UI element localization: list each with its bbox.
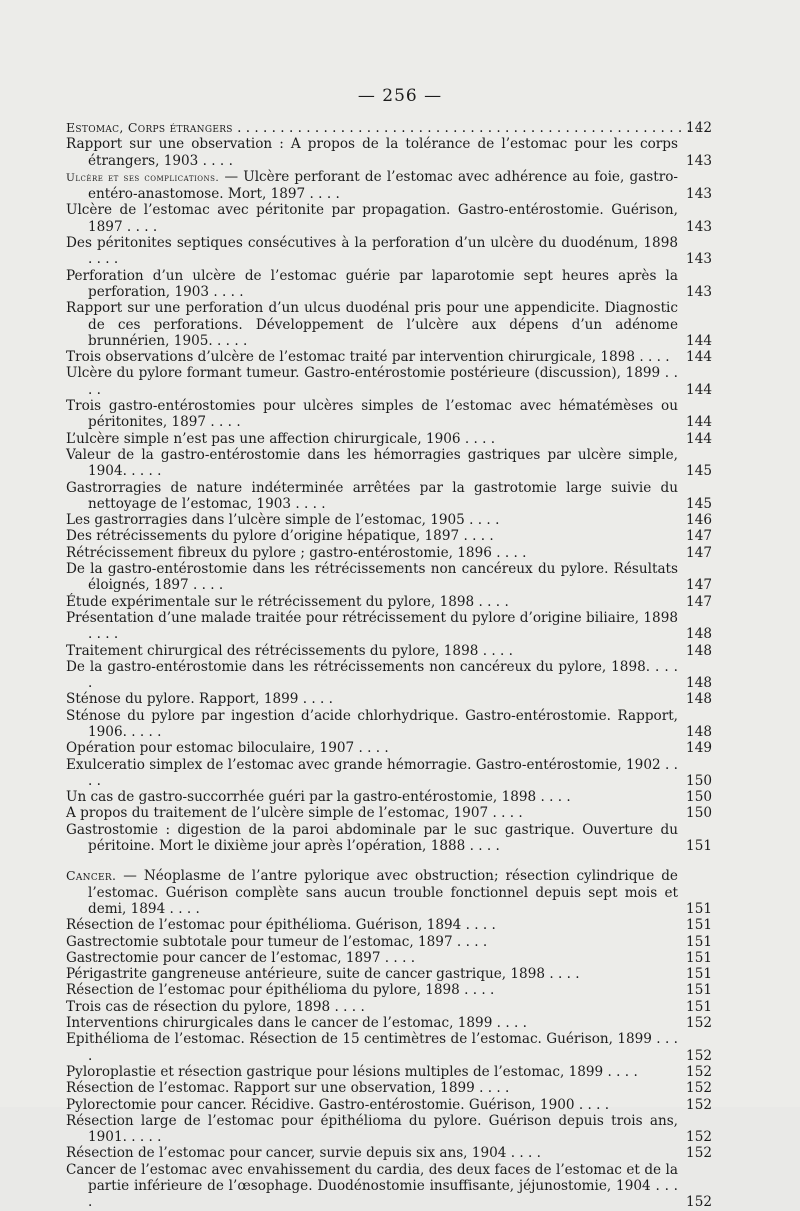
toc-entry-title: — Ulcère perforant de l’estomac avec adhérence au foie, gastro-entéro-anastomose. Mort, 1897: [88, 168, 678, 203]
toc-entry-title: Ulcère du pylore formant tumeur. Gastro-entérostomie postérieure (discussion), 1899: [66, 365, 661, 382]
dot-leader: . . . .: [464, 512, 500, 529]
dot-leader: . . . .: [488, 805, 523, 822]
toc-entry-text-wrap: [66, 1031, 678, 1063]
dot-leader: . . . .: [492, 1015, 527, 1032]
toc-entry: [66, 966, 712, 982]
toc-entry-page: 150: [686, 789, 712, 806]
dot-leader: . . . .: [88, 1031, 678, 1064]
toc-entry-page: 144: [686, 430, 712, 447]
toc-entry-title: De la gastro-entérostomie dans les rétrécissements non cancéreux du pylore. Résultats éloignés, 1897: [66, 561, 678, 594]
toc-entry: [66, 740, 712, 756]
toc-entry-title: A propos du traitement de l’ulcère simple de l’estomac, 1907: [66, 805, 489, 822]
toc-entry-page: 152: [686, 1063, 712, 1080]
toc-entry-page: 147: [686, 528, 712, 545]
toc-entry-text-wrap: [66, 447, 678, 479]
toc-entry: [66, 805, 712, 821]
toc-section: [66, 169, 712, 854]
toc-entry-text-wrap: [66, 528, 494, 544]
dot-leader: . . . .: [603, 1063, 638, 1080]
page-number: — 256 —: [357, 86, 443, 106]
toc-entry-title: Epithélioma de l’estomac. Résection de 15 centimètres de l’estomac. Guérison, 1899: [66, 1031, 652, 1048]
toc-entry-text-wrap: [66, 398, 678, 430]
toc-entry-page: 152: [686, 1145, 712, 1162]
dot-leader: . . . .: [188, 577, 224, 594]
toc-entry: [66, 691, 712, 707]
toc-entry: [66, 169, 712, 203]
section-heading: [66, 120, 712, 136]
toc-entry-page: 144: [686, 332, 712, 349]
toc-entry-title: Sténose du pylore. Rapport, 1899: [66, 691, 299, 708]
dot-leader: . . . .: [88, 251, 119, 268]
toc-entry-page: 146: [686, 512, 712, 529]
toc-entry-text-wrap: [66, 868, 678, 917]
toc-entry-title: Résection large de l’estomac pour épithélioma du pylore. Guérison depuis trois ans, 1901.: [66, 1112, 678, 1146]
dot-leader: . . . .: [460, 430, 496, 447]
toc-entry-page: 151: [686, 917, 712, 934]
toc-entry: [66, 202, 712, 235]
toc-entry: [66, 659, 712, 692]
toc-entry-title: Ulcère de l’estomac avec péritonite par propagation. Gastro-entérostomie. Guérison, 1897: [66, 202, 678, 235]
toc-entry: [66, 1080, 712, 1096]
dot-leader: . . . .: [545, 966, 580, 983]
toc-entry-title: — Néoplasme de l’antre pylorique avec obstruction; résection cylindrique de l’estomac. Guérison complète sans aucun trouble fonctionnel depuis sept mois et demi, 1894: [88, 868, 678, 917]
toc-entry-page: 144: [686, 414, 712, 431]
toc-entry-title: Les gastrorragies dans l’ulcère simple de l’estomac, 1905: [66, 512, 465, 529]
toc-entry-text-wrap: [66, 594, 509, 610]
toc-entry: [66, 1031, 712, 1064]
toc-entry: [66, 365, 712, 398]
dot-leader: . . . .: [330, 998, 365, 1015]
toc-entry-page: 150: [686, 772, 712, 789]
table-of-contents: [66, 120, 712, 1211]
dot-leader: . . . .: [305, 186, 340, 203]
dot-leader: . . . .: [298, 691, 333, 708]
toc-entry-title: Gastrorragies de nature indéterminée arrêtées par la gastrotomie large suivie du nettoyage de l’estomac, 1903: [66, 479, 678, 512]
toc-entry-page: 147: [686, 544, 712, 561]
toc-entry-page: 147: [686, 577, 712, 594]
toc-entry-page: 152: [686, 1047, 712, 1064]
toc-entry-page: 148: [686, 642, 712, 659]
toc-entry: [66, 545, 712, 561]
toc-entry-text-wrap: [66, 235, 678, 267]
toc-entry-page: 148: [686, 723, 712, 740]
toc-entry-text-wrap: [66, 300, 678, 349]
toc-entry-title: Résection de l’estomac pour épithélioma du pylore, 1898: [66, 982, 460, 999]
section-heading-text: Cancer.: [66, 868, 117, 884]
toc-entry-text-wrap: [66, 169, 678, 202]
toc-entry-page: 151: [686, 982, 712, 999]
dot-leader: . . . .: [459, 982, 495, 999]
dot-leader: . . . .: [88, 1178, 678, 1211]
toc-entry-text-wrap: [66, 268, 678, 300]
toc-entry-text-wrap: [66, 1145, 541, 1161]
toc-entry-text-wrap: [66, 934, 487, 950]
toc-entry-text-wrap: [66, 805, 523, 821]
toc-entry-title: Rétrécissement fibreux du pylore ; gastro-entérostomie, 1896: [66, 544, 492, 561]
toc-entry-title: Interventions chirurgicales dans le cancer de l’estomac, 1899: [66, 1015, 493, 1032]
dot-leader: . . . .: [452, 933, 488, 950]
dot-leader: . . . .: [88, 626, 119, 643]
toc-entry-text-wrap: [66, 1064, 638, 1080]
toc-entry-page: 151: [686, 900, 712, 917]
toc-entry: [66, 512, 712, 528]
dot-leader: . . . .: [380, 949, 416, 966]
section-heading-text: Ulcère et ses complications.: [66, 171, 220, 184]
toc-entry-text-wrap: [66, 917, 496, 933]
toc-entry: [66, 610, 712, 643]
toc-entry-title: Des péritonites septiques consécutives à la perforation d’un ulcère du duodénum, 1898: [66, 235, 678, 252]
toc-entry: [66, 528, 712, 544]
dot-leader: [233, 120, 712, 136]
toc-entry: [66, 822, 712, 855]
toc-entry-text-wrap: [66, 1162, 678, 1211]
toc-entry-page: 145: [686, 495, 712, 512]
toc-entry-text-wrap: [66, 561, 678, 593]
toc-entry-page: 145: [686, 463, 712, 480]
toc-entry-page: 151: [686, 949, 712, 966]
dot-leader: . . . .: [126, 463, 162, 480]
toc-entry-title: Périgastrite gangreneuse antérieure, suite de cancer gastrique, 1898: [66, 966, 546, 983]
toc-entry-page: 151: [686, 966, 712, 983]
dot-leader: . . . .: [354, 740, 389, 757]
toc-entry-title: Étude expérimentale sur le rétrécissement du pylore, 1898: [66, 593, 475, 610]
toc-entry-page: 150: [686, 805, 712, 822]
toc-entry: [66, 136, 712, 169]
toc-entry-title: Trois observations d’ulcère de l’estomac traité par intervention chirurgicale, 1898: [66, 349, 635, 366]
toc-entry-title: Résection de l’estomac pour cancer, survie depuis six ans, 1904: [66, 1145, 507, 1162]
toc-entry-text-wrap: [66, 1080, 509, 1096]
toc-entry-text-wrap: [66, 643, 513, 659]
toc-entry: [66, 480, 712, 513]
toc-entry-text-wrap: [66, 691, 333, 707]
dot-leader: . . . .: [126, 1129, 162, 1146]
toc-entry-title: Présentation d’une malade traitée pour rétrécissement du pylore d’origine biliaire, 1898: [66, 609, 678, 626]
toc-entry-title: Rapport sur une observation : A propos de la tolérance de l’estomac pour les corps étrangers, 1903: [66, 136, 678, 169]
toc-entry: [66, 1097, 712, 1113]
toc-entry-text-wrap: [66, 136, 678, 168]
toc-entry-text-wrap: [66, 999, 365, 1015]
toc-entry: [66, 868, 712, 917]
toc-entry-title: Traitement chirurgical des rétrécissements du pylore, 1898: [66, 642, 479, 659]
toc-entry-text-wrap: [66, 610, 678, 642]
dot-leader: . . . .: [88, 365, 678, 398]
toc-entry: [66, 982, 712, 998]
toc-entry-title: Gastrostomie : digestion de la paroi abdominale par le suc gastrique. Ouverture du péritoine. Mort le dixième jour après l’opération, 1888: [66, 821, 678, 855]
dot-leader: . . . .: [198, 152, 233, 169]
toc-entry: [66, 349, 712, 365]
toc-entry: [66, 561, 712, 594]
toc-entry: [66, 934, 712, 950]
toc-entry: [66, 1064, 712, 1080]
toc-entry-page: 149: [686, 740, 712, 757]
toc-entry-text-wrap: [66, 202, 678, 234]
toc-entry-page: 148: [686, 675, 712, 692]
toc-entry-title: Rapport sur une perforation d’un ulcus duodénal pris pour une appendicite. Diagnostic de ces perforations. Développement de l’ulcère aux dépens d’un adénome brunnérien, 1905.: [66, 300, 678, 349]
toc-entry-page: 152: [686, 1080, 712, 1097]
dot-leader: . . . .: [206, 414, 241, 431]
toc-entry-title: Exulceratio simplex de l’estomac avec grande hémorragie. Gastro-entérostomie, 1902: [66, 756, 661, 773]
toc-entry-title: Résection de l’estomac pour épithélioma. Guérison, 1894: [66, 917, 462, 934]
toc-entry-text-wrap: [66, 659, 678, 691]
toc-entry-text-wrap: [66, 757, 678, 789]
toc-entry-text-wrap: [66, 822, 678, 854]
toc-entry-page: 143: [686, 218, 712, 235]
toc-entry: [66, 789, 712, 805]
toc-entry-page: 143: [686, 186, 712, 203]
toc-entry: [66, 999, 712, 1015]
toc-entry: [66, 1162, 712, 1211]
toc-entry-text-wrap: [66, 789, 571, 805]
dot-leader: . . . .: [465, 838, 500, 855]
toc-entry-page: 143: [686, 251, 712, 268]
toc-entry-text-wrap: [66, 431, 495, 447]
toc-entry-title: Pyloroplastie et résection gastrique pour lésions multiples de l’estomac, 1899: [66, 1063, 604, 1080]
toc-entry-page: 152: [686, 1194, 712, 1211]
dot-leader: . . . .: [474, 593, 509, 610]
dot-leader: . . . .: [574, 1096, 610, 1113]
toc-entry-title: Trois cas de résection du pylore, 1898: [66, 998, 331, 1015]
toc-entry-text-wrap: [66, 740, 389, 756]
dot-leader: . . . .: [88, 658, 678, 692]
toc-entry-title: Un cas de gastro-succorrhée guéri par la gastro-entérostomie, 1898: [66, 789, 537, 806]
toc-entry: [66, 235, 712, 268]
toc-entry: [66, 398, 712, 431]
dot-leader: . . . .: [536, 789, 571, 806]
dot-leader: . . . .: [459, 528, 494, 545]
toc-entry: [66, 431, 712, 447]
toc-entry-text-wrap: [66, 1113, 678, 1145]
toc-entry-title: Trois gastro-entérostomies pour ulcères simples de l’estomac avec hématémèses ou péritonites, 1897: [66, 398, 678, 431]
toc-entry-title: Perforation d’un ulcère de l’estomac guérie par laparotomie sept heures après la perforation, 1903: [66, 267, 678, 300]
toc-entry-page: 152: [686, 1129, 712, 1146]
dot-leader: . . . .: [291, 495, 326, 512]
toc-entry: [66, 708, 712, 741]
dot-leader: . . . .: [474, 1080, 510, 1097]
toc-entry-text-wrap: [66, 512, 499, 528]
section-heading-page: 142: [686, 120, 712, 136]
toc-entry-page: 148: [686, 691, 712, 708]
toc-entry-text-wrap: [66, 349, 670, 365]
dot-leader: . . . .: [126, 723, 162, 740]
toc-entry: [66, 268, 712, 301]
toc-entry-page: 151: [686, 838, 712, 855]
toc-entry-page: 152: [686, 1096, 712, 1113]
dot-leader: . . . .: [212, 332, 248, 349]
toc-entry: [66, 300, 712, 349]
dot-leader: . . . .: [88, 756, 678, 789]
toc-entry-page: 144: [686, 349, 712, 366]
toc-entry-title: Opération pour estomac biloculaire, 1907: [66, 740, 355, 757]
toc-entry-page: 144: [686, 381, 712, 398]
dot-leader: . . . .: [478, 642, 513, 659]
toc-entry-text-wrap: [66, 1097, 609, 1113]
dot-leader: . . . .: [165, 900, 200, 917]
dot-leader: . . . .: [209, 283, 244, 300]
toc-entry-text-wrap: [66, 950, 415, 966]
toc-entry-title: Gastrectomie pour cancer de l’estomac, 1897: [66, 949, 381, 966]
toc-entry-text-wrap: [66, 365, 678, 397]
toc-entry-text-wrap: [66, 708, 678, 740]
dot-leader: . . . .: [506, 1145, 541, 1162]
toc-entry-title: Sténose du pylore par ingestion d’acide chlorhydrique. Gastro-entérostomie. Rapport, 1906.: [66, 707, 678, 740]
toc-entry-title: De la gastro-entérostomie dans les rétrécissements non cancéreux du pylore, 1898.: [66, 658, 651, 675]
toc-entry-text-wrap: [66, 1015, 527, 1031]
toc-entry-title: Résection de l’estomac. Rapport sur une observation, 1899: [66, 1080, 475, 1097]
toc-entry-title: Des rétrécissements du pylore d’origine hépatique, 1897: [66, 528, 460, 545]
toc-entry-page: 143: [686, 152, 712, 169]
toc-section: [66, 868, 712, 1210]
toc-entry-title: Pylorectomie pour cancer. Récidive. Gastro-entérostomie. Guérison, 1900: [66, 1096, 575, 1113]
dot-leader: . . . .: [461, 917, 496, 934]
toc-entry: [66, 447, 712, 480]
dot-leader: . . . .: [491, 544, 527, 561]
toc-section: [66, 120, 712, 169]
toc-entry-page: 151: [686, 998, 712, 1015]
toc-entry-text-wrap: [66, 966, 580, 982]
toc-entry-text-wrap: [66, 545, 526, 561]
toc-entry-title: Cancer de l’estomac avec envahissement du cardia, des deux faces de l’estomac et de la partie inférieure de l’œsophage. Duodénostomie insuffisante, jéjunostomie, 1904: [66, 1161, 678, 1194]
dot-leader: . . . .: [122, 218, 158, 235]
toc-entry: [66, 1113, 712, 1146]
toc-entry: [66, 643, 712, 659]
dot-leader: . . . .: [635, 349, 670, 366]
toc-entry-page: 143: [686, 283, 712, 300]
toc-entry-page: 151: [686, 933, 712, 950]
toc-entry-text-wrap: [66, 982, 494, 998]
toc-entry-title: L’ulcère simple n’est pas une affection chirurgicale, 1906: [66, 430, 461, 447]
toc-entry-title: Valeur de la gastro-entérostomie dans les hémorragies gastriques par ulcère simple, 1904.: [66, 446, 678, 480]
toc-entry: [66, 594, 712, 610]
toc-entry-title: Gastrectomie subtotale pour tumeur de l’estomac, 1897: [66, 933, 453, 950]
toc-entry: [66, 917, 712, 933]
toc-entry-page: 147: [686, 593, 712, 610]
toc-entry-page: 148: [686, 626, 712, 643]
toc-entry: [66, 757, 712, 790]
toc-entry: [66, 1015, 712, 1031]
toc-entry: [66, 1145, 712, 1161]
section-heading-text: Estomac, Corps étrangers: [66, 120, 233, 135]
toc-entry-text-wrap: [66, 480, 678, 512]
toc-entry: [66, 950, 712, 966]
toc-entry-page: 152: [686, 1015, 712, 1032]
